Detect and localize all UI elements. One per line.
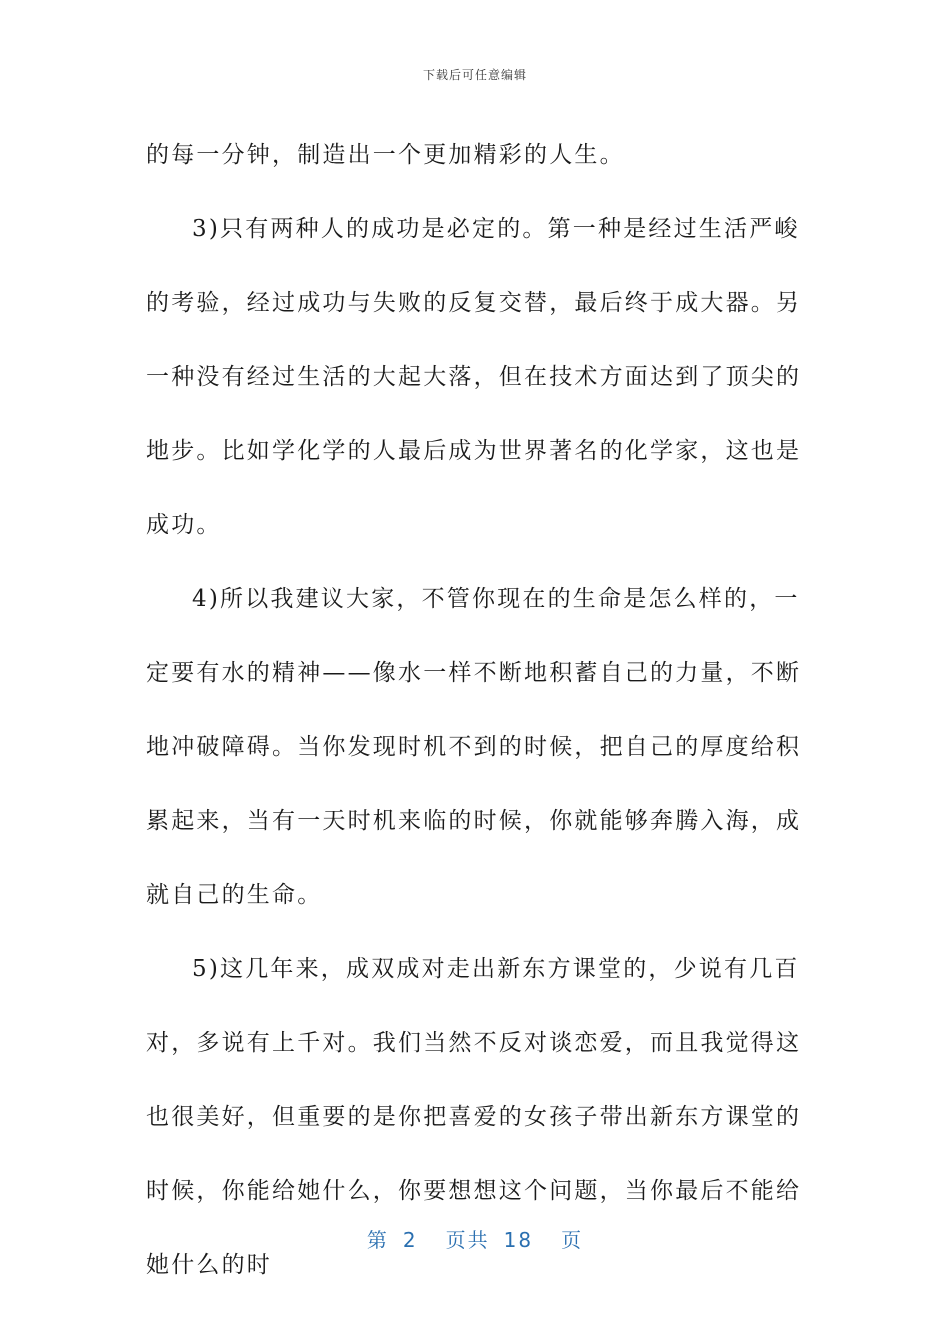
page-number-footer bbox=[0, 1224, 950, 1253]
footer-total-pages: 18 bbox=[503, 1228, 534, 1252]
footer-current-page: 2 bbox=[402, 1228, 418, 1252]
footer-suffix: 页 bbox=[561, 1228, 584, 1252]
document-body bbox=[146, 118, 806, 1302]
footer-middle: 页共 bbox=[445, 1228, 490, 1252]
paragraph-5: 5)这几年来，成双成对走出新东方课堂的，少说有几百对，多说有上千对。我们当然不反对谈恋爱，而且我觉得这也很美好，但重要的是你把喜爱的女孩子带出新东方课堂的时候，你能给她什么，你要想想这个问题，当你最后不能给她什么的时 bbox=[146, 956, 802, 1278]
paragraph-3: 3)只有两种人的成功是必定的。第一种是经过生活严峻的考验，经过成功与失败的反复交替，最后终于成大器。另一种没有经过生活的大起大落，但在技术方面达到了顶尖的地步。比如学化学的人最后成为世界著名的化学家，这也是成功。 bbox=[146, 216, 802, 538]
paragraph-continuation: 的每一分钟，制造出一个更加精彩的人生。 bbox=[146, 142, 625, 168]
paragraph-4: 4)所以我建议大家，不管你现在的生命是怎么样的，一定要有水的精神——像水一样不断地积蓄自己的力量，不断地冲破障碍。当你发现时机不到的时候，把自己的厚度给积累起来，当有一天时机来临的时候，你就能够奔腾入海，成就自己的生命。 bbox=[146, 586, 802, 908]
page-header-note: 下载后可任意编辑 bbox=[422, 68, 527, 82]
footer-prefix: 第 bbox=[366, 1228, 389, 1252]
